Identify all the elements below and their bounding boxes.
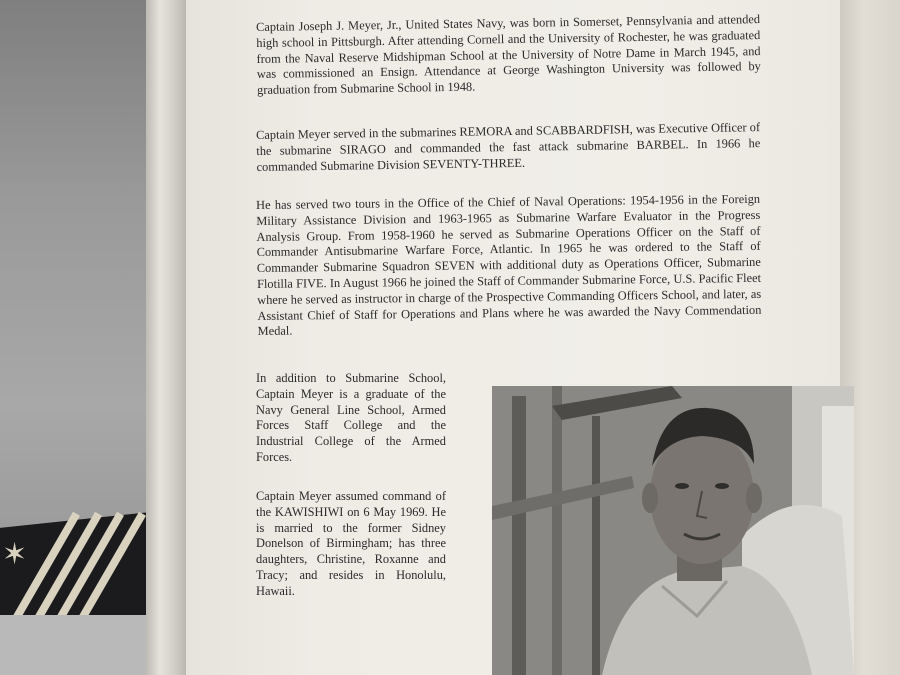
book-gutter — [146, 0, 186, 675]
bio-paragraph-staff-tours: He has served two tours in the Office of the Chief of Naval Operations: 1954-1956 in the Foreign Military Assistance Division and 1963-1965 as Submarine Warfare Evaluator in the Progress Analysis Group. From 1958-1960 he served as Submarine Operations Officer on the Staff of Commander Antisubmarine Warfare Force, Atlantic. In 1965 he was ordered to the Staff of Commander Submarine Squadron SEVEN with additional duty as Operations Officer, Submarine Flotilla FIVE. In August 1966 he joined the Staff of Commander Submarine Force, U.S. Pacific Fleet where he served as instructor in charge of the Prospective Commanding Officers School, and later, as Assistant Chief of Staff for Operations and Plans where he was awarded the Navy Commendation Medal. — [256, 191, 762, 339]
left-facing-page — [0, 0, 162, 675]
shirt-cuff — [0, 615, 146, 675]
portrait-photo — [492, 386, 854, 675]
star-icon: ✶ — [2, 537, 28, 572]
bio-paragraph-schooling: In addition to Submarine School, Captain Meyer is a graduate of the Navy General Line School, Armed Forces Staff College and the Industrial College of the Armed Forces. — [256, 371, 446, 464]
uniform-photo — [0, 0, 146, 675]
bio-paragraph-submarine-service: Captain Meyer served in the submarines REMORA and SCABBARDFISH, was Executive Officer of the submarine SIRAGO and commanded the fast attack submarine BARBEL. In 1966 he commanded Submarine Division SEVENTY-THREE. — [256, 120, 761, 174]
portrait-illustration — [492, 386, 854, 675]
bio-paragraph-birth-education: Captain Joseph J. Meyer, Jr., United States Navy, was born in Somerset, Pennsylvania and attended high school in Pittsburgh. After attending Cornell and the University of Rochester, he was graduated from the Naval Reserve Midshipman School at the University of Notre Dame in March 1945, and was commissioned an Ensign. Attendance at George Washington University was followed by graduation from Submarine School in 1948. — [256, 12, 761, 98]
bio-paragraph-command-family: Captain Meyer assumed command of the KAWISHIWI on 6 May 1969. He is married to the former Sidney Donelson of Birmingham; has three daughters, Christine, Roxanne and Tracy; and resides in Honolulu, Hawaii. — [256, 489, 446, 598]
